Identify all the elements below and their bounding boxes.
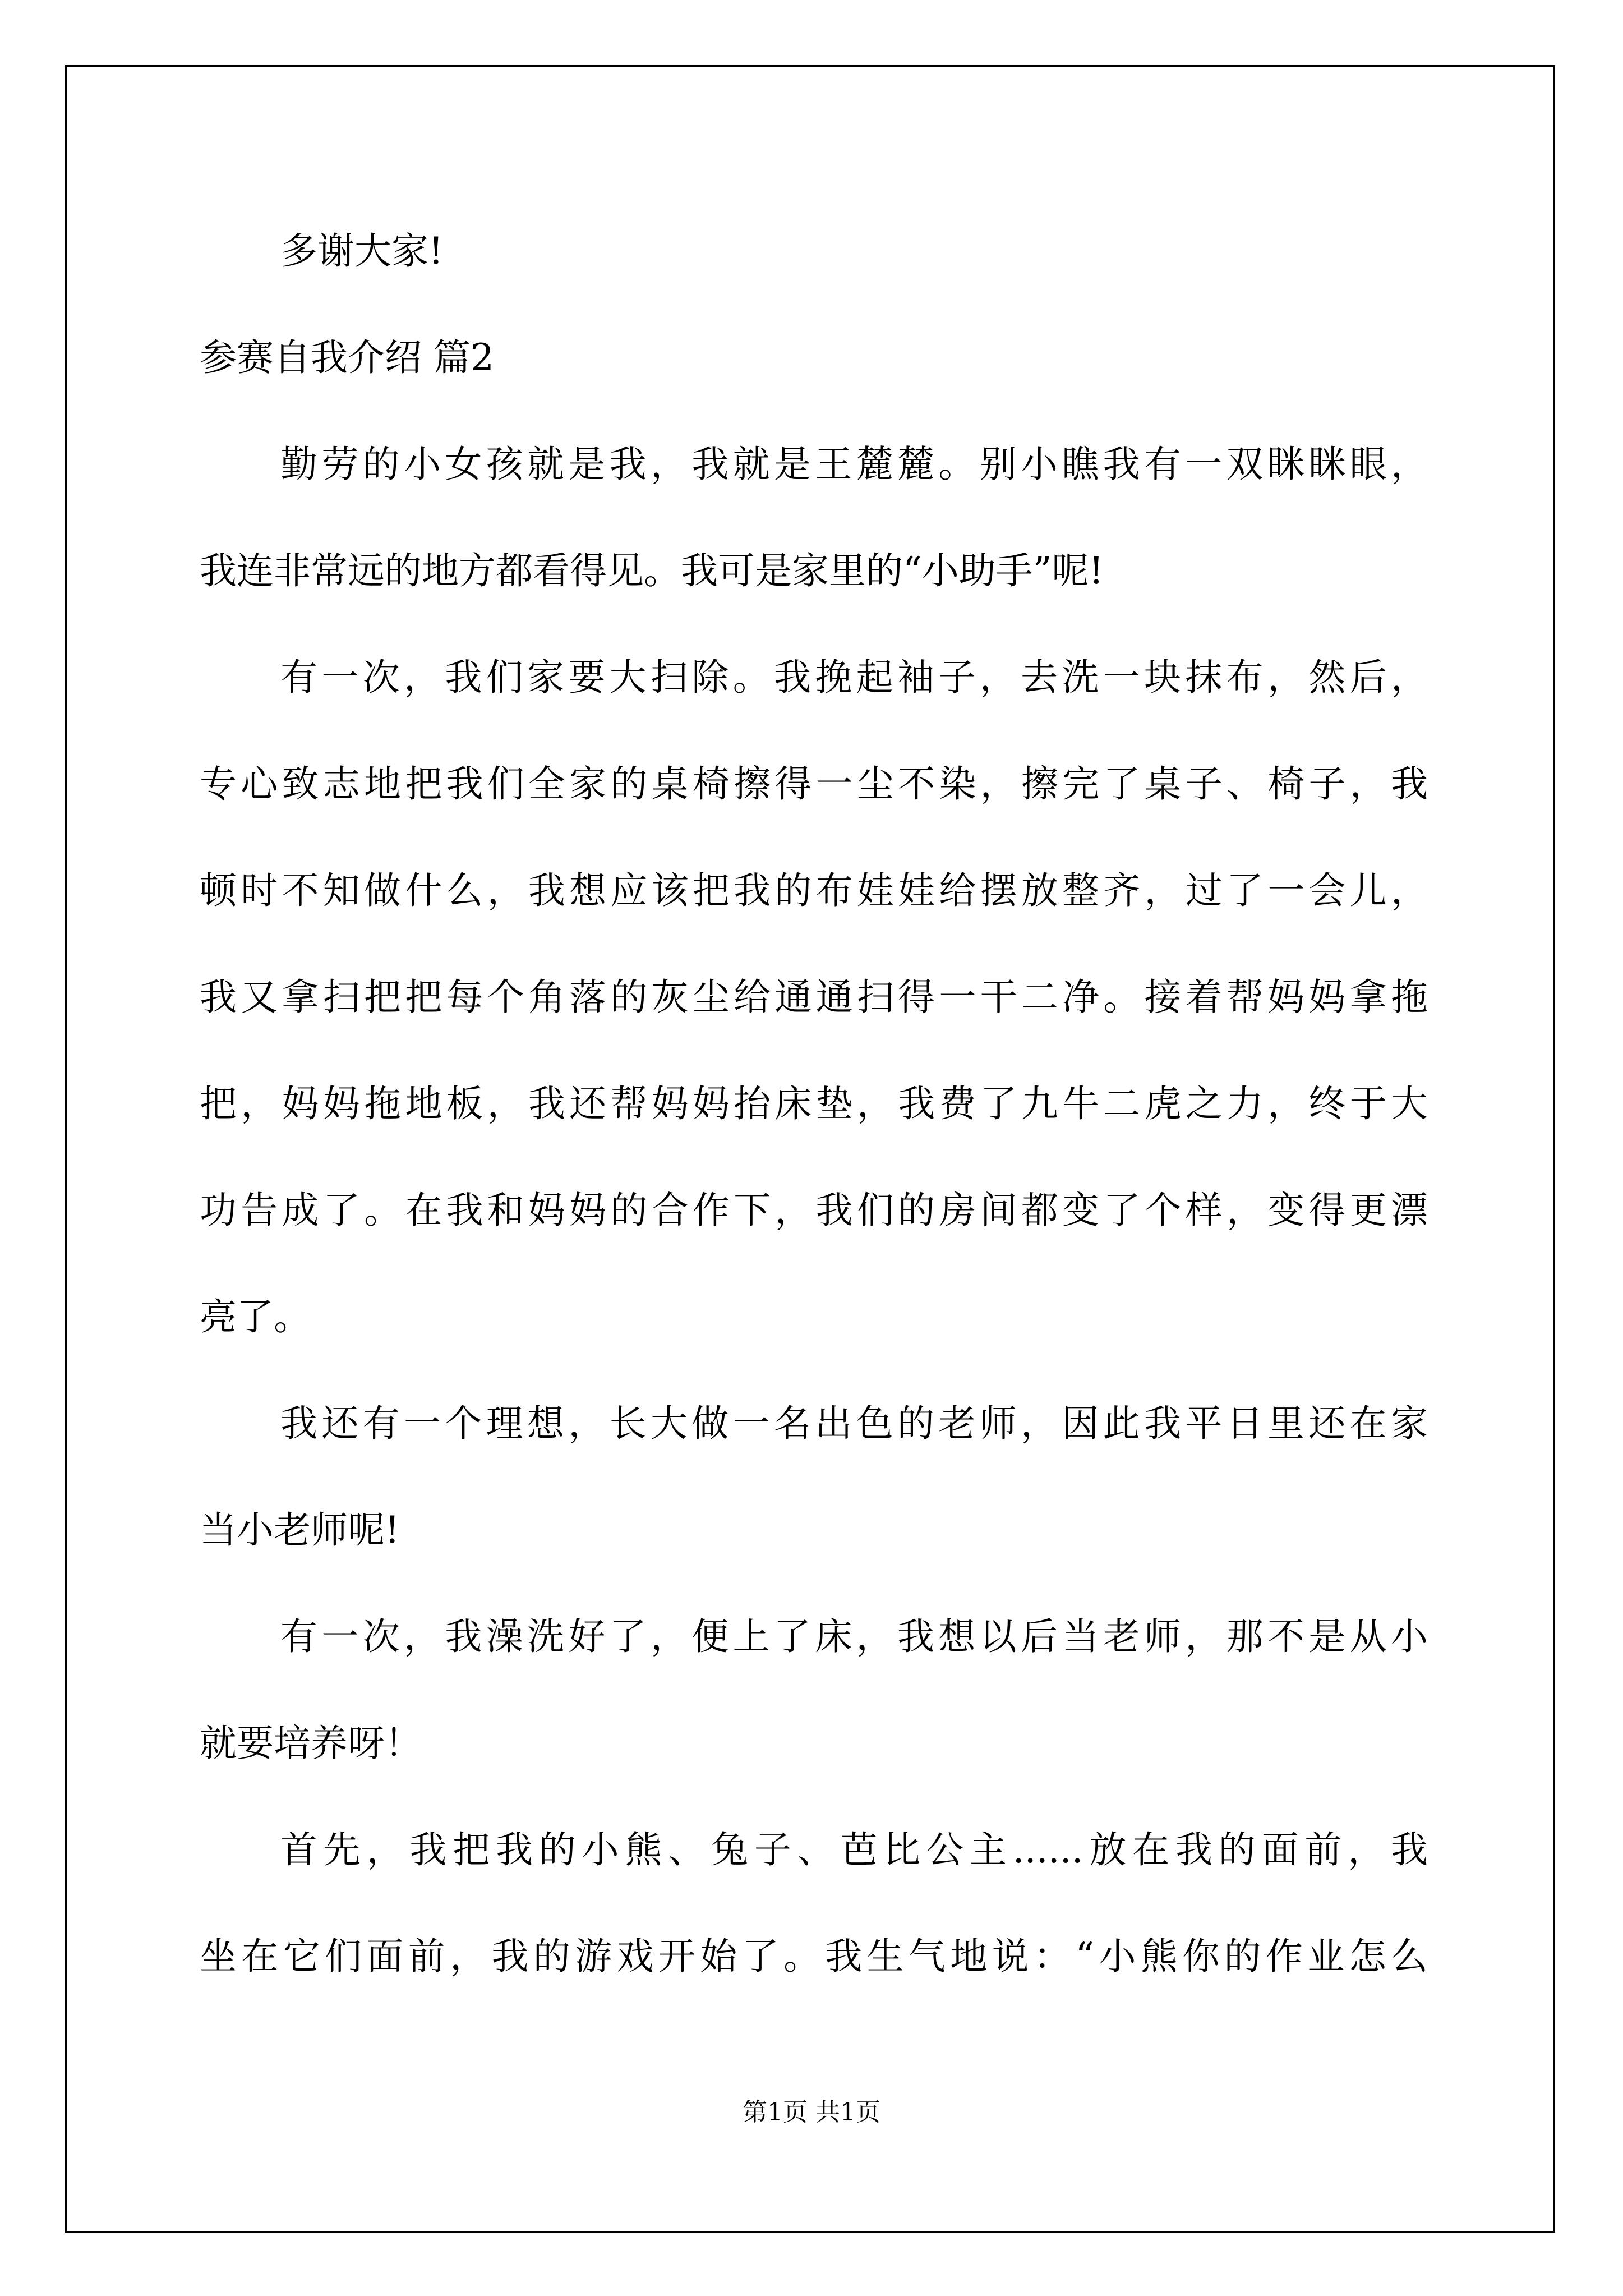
page-border [65, 65, 1555, 2233]
paragraph-2-line-3: 顿时不知做什么，我想应该把我的布娃娃给摆放整齐，过了一会儿， [200, 869, 1428, 912]
paragraph-3-line-1: 我还有一个理想，长大做一名出色的老师，因此我平日里还在家 [280, 1402, 1428, 1445]
paragraph-2-line-2: 专心致志地把我们全家的桌椅擦得一尘不染，擦完了桌子、椅子，我 [200, 762, 1428, 806]
paragraph-4-line-2: 就要培养呀！ [200, 1722, 422, 1765]
paragraph-1-line-1: 勤劳的小女孩就是我，我就是王麓麓。别小瞧我有一双眯眯眼， [280, 443, 1428, 486]
page-footer: 第1页 共1页 [743, 2098, 880, 2127]
paragraph-2-line-7: 亮了。 [200, 1295, 311, 1338]
paragraph-2-line-6: 功告成了。在我和妈妈的合作下，我们的房间都变了个样，变得更漂 [200, 1189, 1428, 1232]
paragraph-2-line-4: 我又拿扫把把每个角落的灰尘给通通扫得一干二净。接着帮妈妈拿拖 [200, 976, 1428, 1019]
paragraph-5-line-1: 首先，我把我的小熊、兔子、芭比公主......放在我的面前，我 [280, 1828, 1428, 1871]
paragraph-2-line-1: 有一次，我们家要大扫除。我挽起袖子，去洗一块抹布，然后， [280, 656, 1428, 699]
paragraph-5-line-2: 坐在它们面前，我的游戏开始了。我生气地说：“小熊你的作业怎么 [200, 1935, 1428, 1978]
closing-thanks: 多谢大家! [280, 229, 444, 273]
paragraph-1-line-2: 我连非常远的地方都看得见。我可是家里的“小助手”呢! [200, 549, 1104, 592]
section-heading: 参赛自我介绍 篇2 [200, 336, 494, 379]
paragraph-3-line-2: 当小老师呢! [200, 1508, 400, 1552]
paragraph-4-line-1: 有一次，我澡洗好了，便上了床，我想以后当老师，那不是从小 [280, 1615, 1428, 1658]
paragraph-2-line-5: 把，妈妈拖地板，我还帮妈妈抬床垫，我费了九牛二虎之力，终于大 [200, 1082, 1428, 1125]
